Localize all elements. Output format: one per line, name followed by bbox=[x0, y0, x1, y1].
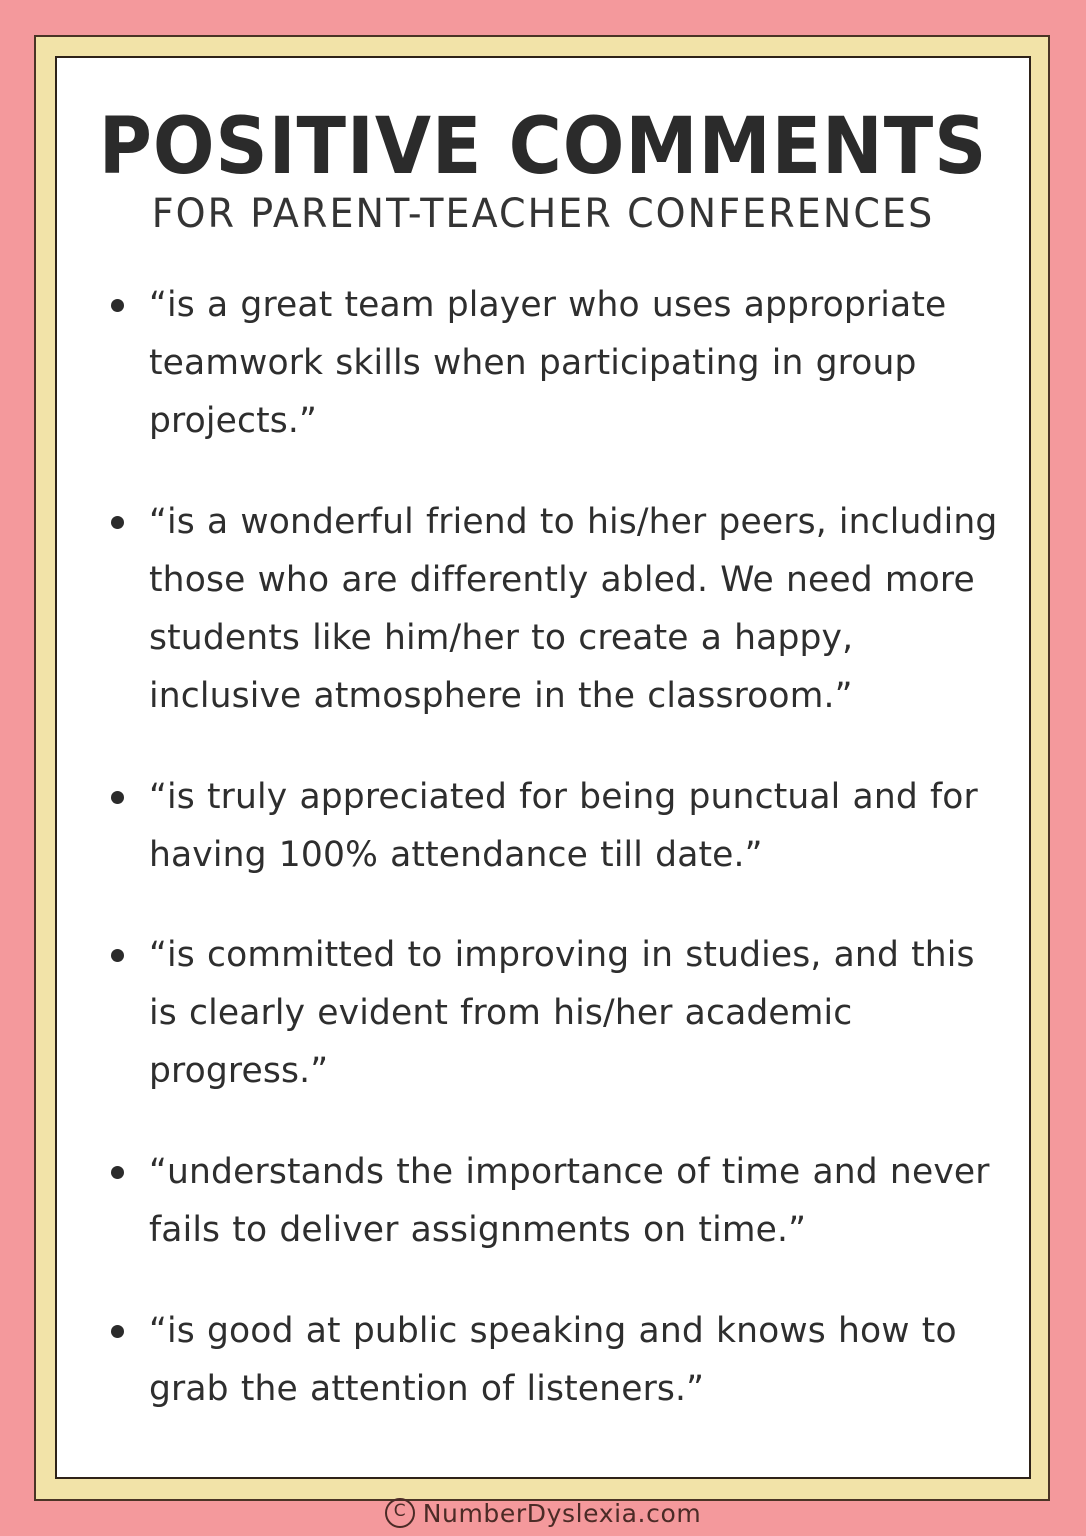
comment-list bbox=[57, 235, 1029, 1419]
bullet-dot-icon bbox=[111, 1166, 124, 1179]
bullet-dot-icon bbox=[111, 299, 124, 312]
bullet-dot-icon bbox=[111, 791, 124, 804]
footer bbox=[0, 1498, 1086, 1528]
comment-text: “is committed to improving in studies, and this is clearly evident from his/her academic progress.” bbox=[149, 935, 975, 1092]
poster-page bbox=[55, 56, 1031, 1479]
comment-text: “is a wonderful friend to his/her peers, including those who are differently abled. We need more students like him/her to create a happy, inclusive atmosphere in the classroom.” bbox=[149, 501, 998, 716]
comment-text: “is good at public speaking and knows how to grab the attention of listeners.” bbox=[149, 1311, 957, 1410]
title-block bbox=[57, 58, 1029, 235]
comment-text: “is truly appreciated for being punctual and for having 100% attendance till date.” bbox=[149, 776, 978, 875]
comment-text: “is a great team player who uses appropriate teamwork skills when participating in group projects.” bbox=[149, 284, 947, 441]
list-item bbox=[99, 927, 1003, 1101]
list-item bbox=[99, 494, 1003, 726]
bullet-dot-icon bbox=[111, 1325, 124, 1338]
page-title: POSITIVE COMMENTS bbox=[98, 102, 988, 192]
copyright-icon: C bbox=[385, 1498, 415, 1528]
comment-text: “understands the importance of time and never fails to deliver assignments on time.” bbox=[149, 1152, 990, 1251]
list-item bbox=[99, 1303, 1003, 1419]
list-item bbox=[99, 277, 1003, 451]
list-item bbox=[99, 769, 1003, 885]
list-item bbox=[99, 1144, 1003, 1260]
page-subtitle: FOR PARENT-TEACHER CONFERENCES bbox=[151, 190, 935, 237]
footer-site-label: NumberDyslexia.com bbox=[422, 1498, 702, 1528]
bullet-dot-icon bbox=[111, 516, 124, 529]
bullet-dot-icon bbox=[111, 949, 124, 962]
